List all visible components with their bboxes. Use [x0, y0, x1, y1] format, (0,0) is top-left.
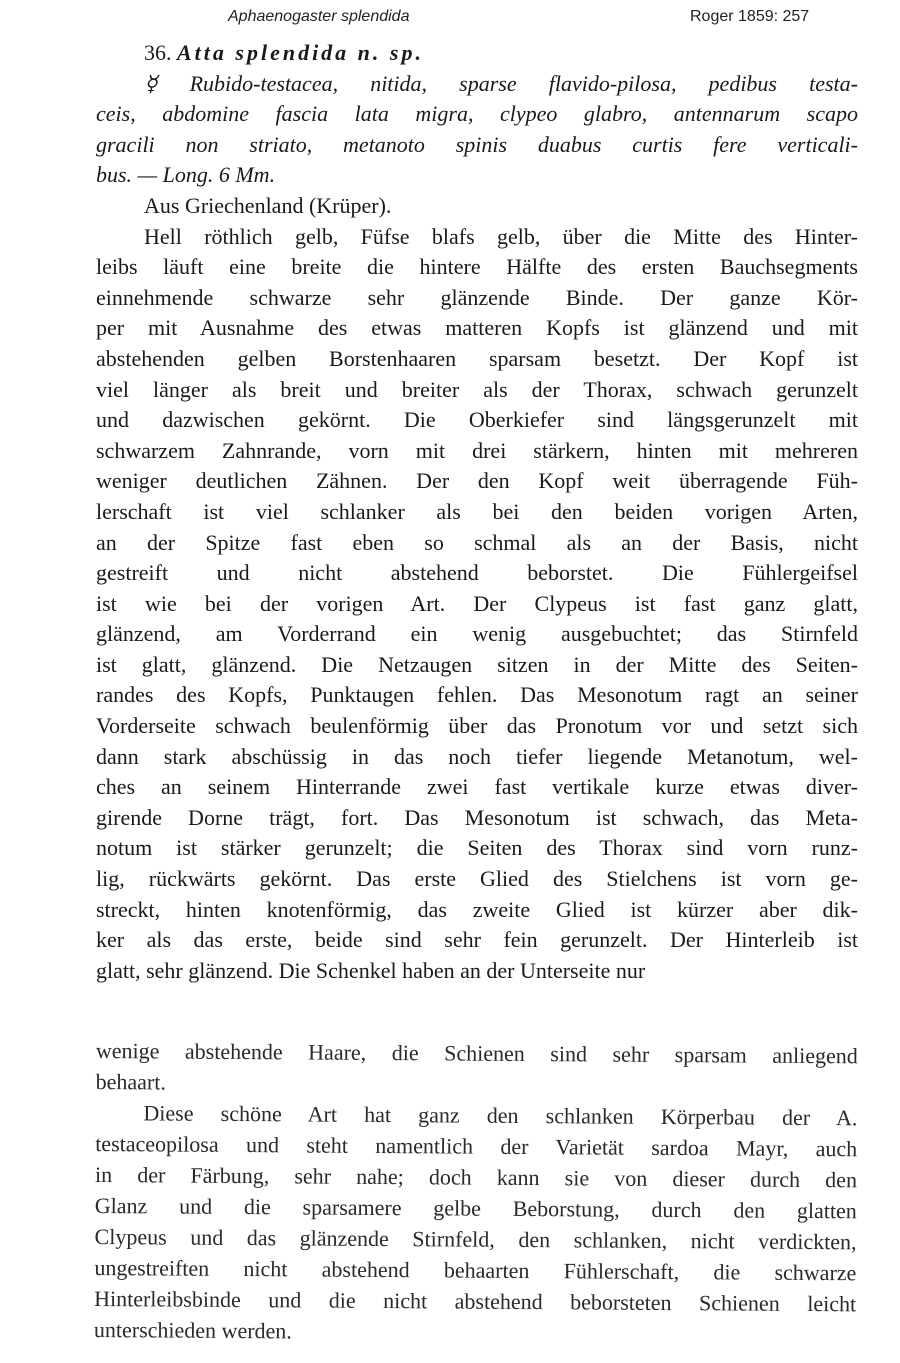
description-line: ker als das erste, beide sind sehr fein gerunzelt. Der Hinterleib ist [96, 927, 858, 953]
description-line: streckt, hinten knotenförmig, das zweite Glied ist kürzer aber dik- [96, 896, 858, 922]
description-line: per mit Ausnahme des etwas matteren Kopfs ist glänzend und mit [96, 315, 858, 341]
continuation-line: behaart. [95, 1068, 166, 1095]
description-line: lig, rückwärts gekörnt. Das erste Glied des Stielchens ist vorn ge- [96, 866, 858, 892]
comparison-line: unterschieden werden. [93, 1316, 292, 1344]
description-line: notum ist stärker gerunzelt; die Seiten des Thorax sind vorn runz- [96, 835, 858, 861]
description-line: abstehenden gelben Borstenhaaren sparsam besetzt. Der Kopf ist [96, 345, 858, 371]
description-line: dann stark abschüssig in das noch tiefer liegende Metanotum, wel- [96, 743, 858, 769]
description-line: schwarzem Zahnrande, vorn mit drei stärkern, hinten mit mehreren [96, 437, 858, 463]
running-header-citation: Roger 1859: 257 [690, 8, 810, 25]
continuation-block [94, 1035, 858, 1350]
comparison-line: Clypeus und das glänzende Stirnfeld, den schlanken, nicht verdickten, [94, 1223, 857, 1255]
comparison-line: Hinterleibsbinde und die nicht abstehend beborsteten Schienen leicht [94, 1285, 857, 1317]
description-line: gestreift und nicht abstehend beborstet. Die Fühlergeifsel [96, 560, 858, 586]
comparison-line: ungestreiften nicht abstehend behaarten Fühlerschaft, die schwarze [94, 1254, 857, 1286]
diagnosis-line: gracili non striato, metanoto spinis duabus curtis fere verticali- [96, 131, 858, 157]
diagnosis-line: bus. — Long. 6 Mm. [96, 162, 276, 188]
comparison-line: in der Färbung, sehr nahe; doch kann sie von dieser durch den [94, 1161, 858, 1193]
description-line: einnehmende schwarze sehr glänzende Binde. Der ganze Kör- [96, 284, 858, 310]
comparison-line: Diese schöne Art hat ganz den schlanken Körperbau der A. [143, 1100, 858, 1131]
description-line: und dazwischen gekörnt. Die Oberkiefer sind längsgerunzelt mit [96, 407, 858, 433]
description-line: Hell röthlich gelb, Füfse blafs gelb, über die Mitte des Hinter- [144, 223, 858, 249]
diagnosis-line: ceis, abdomine fascia lata migra, clypeo glabro, antennarum scapo [96, 101, 858, 127]
description-line: ches an seinem Hinterrande zwei fast vertikale kurze etwas diver- [96, 774, 858, 800]
german-description [96, 222, 858, 987]
description-line: viel länger als breit und breiter als der Thorax, schwach gerunzelt [96, 376, 858, 402]
comparison-line: testaceopilosa und steht namentlich der Varietät sardoa Mayr, auch [95, 1130, 858, 1162]
description-line: glänzend, am Vorderrand ein wenig ausgebuchtet; das Stirnfeld [96, 621, 858, 647]
comparison-paragraph [94, 1097, 858, 1350]
main-text-block [96, 38, 858, 986]
latin-diagnosis [96, 69, 858, 191]
diagnosis-line: ☿ Rubido-testacea, nitida, sparse flavido-pilosa, pedibus testa- [144, 70, 858, 96]
comparison-line: Glanz und die sparsamere gelbe Beborstung, durch den glatten [94, 1192, 857, 1224]
description-line: Vorderseite schwach beulenförmig über das Pronotum vor und setzt sich [96, 713, 858, 739]
continuation-line: wenige abstehende Haare, die Schienen sind sehr sparsam anliegend [95, 1037, 858, 1069]
description-line: leibs läuft eine breite die hintere Hälfte des ersten Bauchsegments [96, 254, 858, 280]
description-line: glatt, sehr glänzend. Die Schenkel haben an der Unterseite nur [96, 957, 646, 983]
description-line: lerschaft ist viel schlanker als bei den beiden vorigen Arten, [96, 498, 858, 524]
entry-title-line [96, 38, 858, 69]
description-line: weniger deutlichen Zähnen. Der den Kopf weit überragende Füh- [96, 468, 858, 494]
description-continuation [96, 1035, 858, 1102]
description-line: ist wie bei der vorigen Art. Der Clypeus ist fast ganz glatt, [96, 590, 858, 616]
entry-number: 36. [144, 40, 172, 65]
description-line: ist glatt, glänzend. Die Netzaugen sitzen in der Mitte des Seiten- [96, 651, 858, 677]
description-line: an der Spitze fast eben so schmal als an der Basis, nicht [96, 529, 858, 555]
running-header-species: Aphaenogaster splendida [228, 8, 410, 25]
description-line: girende Dorne trägt, fort. Das Mesonotum ist schwach, das Meta- [96, 804, 858, 830]
description-line: randes des Kopfs, Punktaugen fehlen. Das Mesonotum ragt an seiner [96, 682, 858, 708]
entry-title: Atta splendida n. sp. [177, 40, 424, 65]
locality: Aus Griechenland (Krüper). [144, 192, 392, 218]
